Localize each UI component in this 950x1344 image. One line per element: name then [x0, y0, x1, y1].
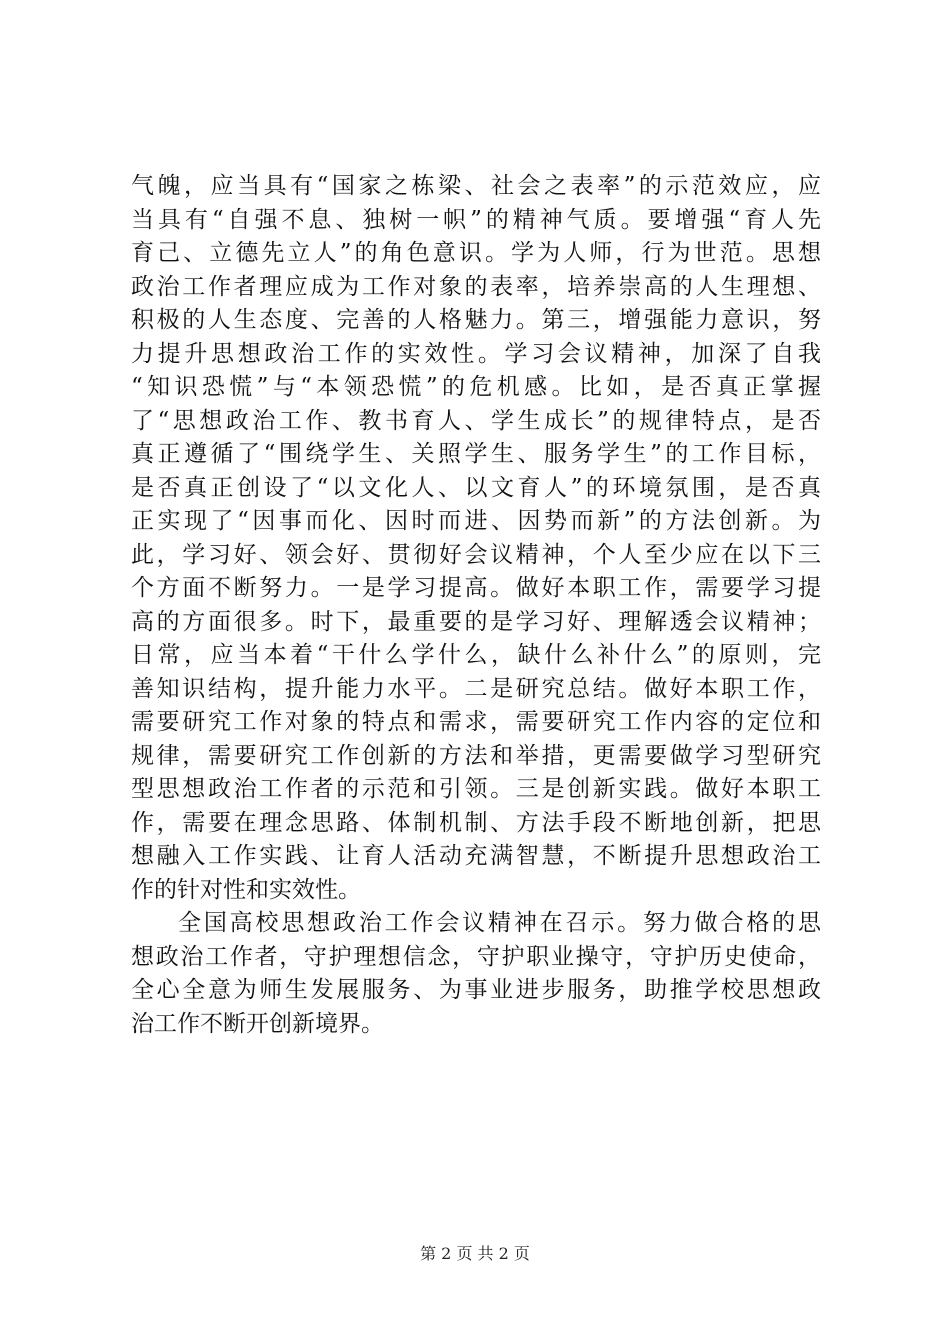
page-footer: [0, 1244, 950, 1264]
text-line: 了“思想政治工作、教书育人、学生成长”的规律特点，是否: [131, 407, 821, 434]
text-line: 想融入工作实践、让育人活动充满智慧，不断提升思想政治工: [131, 843, 821, 869]
text-line: 个方面不断努力。一是学习提高。做好本职工作，需要学习提: [131, 575, 821, 601]
body-text: [131, 170, 821, 1041]
text-line: 政治工作者理应成为工作对象的表率，培养崇高的人生理想、: [131, 273, 821, 300]
text-line: 气魄，应当具有“国家之栋梁、社会之表率”的示范效应，应: [131, 173, 821, 199]
text-line: 型思想政治工作者的示范和引领。三是创新实践。做好本职工: [131, 776, 821, 802]
text-line: 高的方面很多。时下，最重要的是学习好、理解透会议精神；: [131, 608, 821, 635]
text-line: “知识恐慌”与“本领恐慌”的危机感。比如，是否真正掌握: [131, 374, 821, 400]
text-line: 作，需要在理念思路、体制机制、方法手段不断地创新，把思: [131, 809, 821, 836]
text-line: 真正遵循了“围绕学生、关照学生、服务学生”的工作目标，: [131, 441, 821, 467]
text-line: 此，学习好、领会好、贯彻好会议精神，个人至少应在以下三: [131, 541, 821, 568]
text-line: 善知识结构，提升能力水平。二是研究总结。做好本职工作，: [131, 675, 821, 702]
text-line: 全心全意为师生发展服务、为事业进步服务，助推学校思想政: [131, 977, 821, 1003]
text-line: 全国高校思想政治工作会议精神在召示。努力做合格的思: [178, 910, 821, 936]
text-line: 日常，应当本着“干什么学什么，缺什么补什么”的原则，完: [131, 642, 821, 668]
text-line: 当具有“自强不息、独树一帜”的精神气质。要增强“育人先: [131, 206, 821, 233]
text-line: 需要研究工作对象的特点和需求，需要研究工作内容的定位和: [131, 709, 821, 735]
paragraph-1: [131, 170, 821, 907]
text-line: 治工作不断开创新境界。: [131, 1010, 384, 1037]
text-line: 是否真正创设了“以文化人、以文育人”的环境氛围，是否真: [131, 474, 821, 501]
text-line: 想政治工作者，守护理想信念，守护职业操守，守护历史使命，: [131, 943, 821, 970]
text-line: 正实现了“因事而化、因时而进、因势而新”的方法创新。为: [131, 508, 821, 534]
text-line: 力提升思想政治工作的实效性。学习会议精神，加深了自我: [131, 340, 821, 367]
text-line: 积极的人生态度、完善的人格魅力。第三，增强能力意识，努: [131, 307, 821, 333]
text-line: 育己、立德先立人”的角色意识。学为人师，行为世范。思想: [131, 240, 821, 266]
paragraph-2: [131, 907, 821, 1041]
text-line: 规律，需要研究工作创新的方法和举措，更需要做学习型研究: [131, 742, 821, 769]
page-number-label: 第 2 页 共 2 页: [420, 1244, 530, 1263]
text-line: 作的针对性和实效性。: [131, 876, 361, 903]
